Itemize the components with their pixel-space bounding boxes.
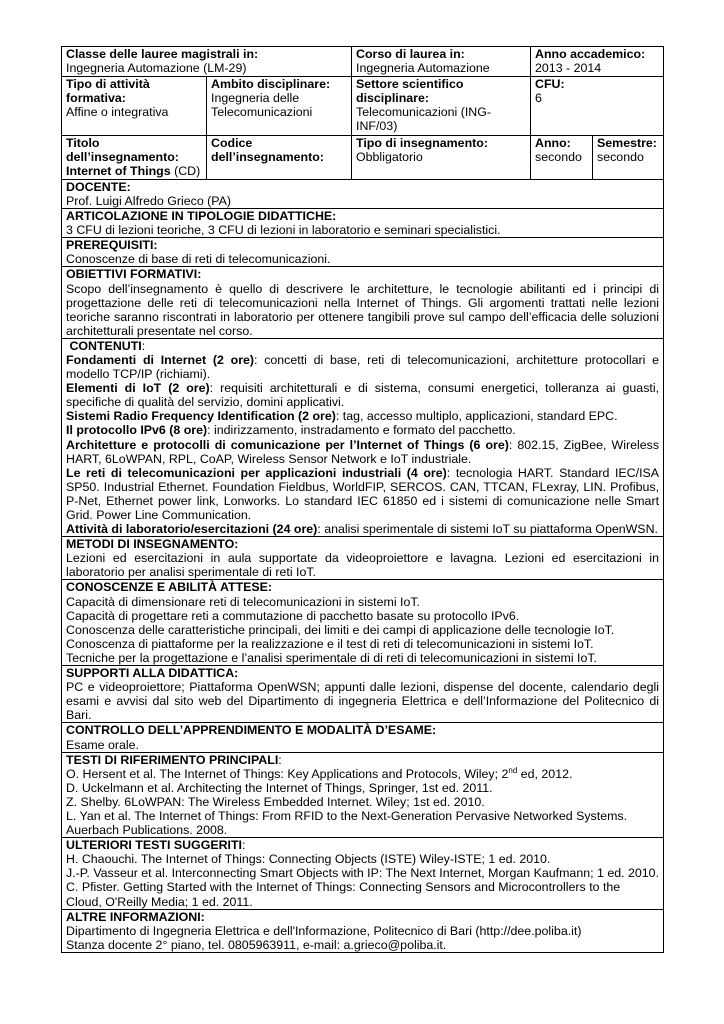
contenuti-item-title: Architetture e protocolli di comunicazione per l’Internet of Things (6 ore)	[66, 437, 509, 452]
supporti-row	[62, 666, 664, 723]
contenuti-row	[62, 338, 664, 536]
header-row-1	[62, 47, 664, 77]
anno-cell	[531, 135, 593, 179]
testi-line	[66, 767, 659, 781]
metodi-cell	[62, 537, 664, 580]
testi-ref1-a: O. Hersent et al. The Internet of Things: Key Applications and Protocols, Wiley; 2	[66, 766, 509, 781]
altre-row	[62, 909, 664, 952]
obiettivi-cell	[62, 267, 664, 338]
contenuti-cell	[62, 338, 664, 536]
testi-ref1-sup: nd	[508, 765, 518, 775]
articolazione-value: 3 CFU di lezioni teoriche, 3 CFU di lezioni in laboratorio e seminari specialistici.	[66, 223, 501, 238]
corso-label: Corso di laurea in:	[356, 47, 465, 61]
codice-label-2: dell’insegnamento:	[211, 149, 324, 164]
controllo-cell	[62, 723, 664, 752]
contenuti-item-title: Sistemi Radio Frequency Identification (2 ore)	[66, 409, 336, 424]
articolazione-label: ARTICOLAZIONE IN TIPOLOGIE DIDATTICHE:	[66, 209, 337, 224]
docente-row	[62, 179, 664, 208]
contenuti-item-text: : indirizzamento, instradamento e formato del pacchetto.	[207, 423, 516, 438]
contenuti-item	[66, 423, 659, 437]
contenuti-item-title: Le reti di telecomunicazioni per applicazioni industriali (4 ore)	[66, 465, 447, 480]
anno-label: Anno:	[535, 135, 571, 150]
cfu-label: CFU:	[535, 77, 565, 92]
course-sheet	[61, 46, 663, 953]
testi-label-colon: :	[278, 752, 282, 767]
metodi-label: METODI DI INSEGNAMENTO:	[66, 537, 239, 552]
settore-value-2: INF/03)	[356, 119, 398, 134]
controllo-value: Esame orale.	[66, 737, 140, 752]
prerequisiti-label: PREREQUISITI:	[66, 238, 158, 253]
semestre-value: secondo	[597, 149, 644, 164]
metodi-value: Lezioni ed esercitazioni in aula supportate da videoproiettore e lavagna. Lezioni ed esercitazioni in laboratorio per analisi sperimentale di reti IoT.	[66, 551, 660, 580]
contenuti-item-text: : 802.15, ZigBee, Wireless HART, 6LoWPAN, RPL, CoAP, Wireless Sensor Network e IoT industriale.	[66, 437, 660, 466]
tipo-attivita-label-2: formativa:	[66, 91, 126, 106]
ulteriori-line: C. Pfister. Getting Started with the Internet of Things: Connecting Sensors and Microcontrollers to the Cloud, O'Reilly Media; 1 ed. 2011.	[66, 880, 621, 909]
ulteriori-label-colon: :	[242, 838, 246, 853]
tipo-insegnamento-label: Tipo di insegnamento:	[356, 135, 488, 150]
conoscenze-row	[62, 580, 664, 666]
conoscenze-line: Conoscenza di piattaforme per la realizzazione e il test di reti di telecomunicazioni in sistemi IoT.	[66, 636, 594, 651]
obiettivi-value: Scopo dell’insegnamento è quello di descrivere le architetture, le tecnologie abilitanti ed i principi di progettazione delle reti di telecomunicazioni nella Internet of Things. Gli argomenti trattati nelle lezioni teoriche saranno riscontrati in laboratorio per ottenere tangibili prove sul campo dell’efficacia delle soluzioni architetturali presentate nel corso.	[66, 281, 660, 338]
cfu-cell	[531, 77, 664, 135]
titolo-cell	[62, 135, 207, 179]
settore-cell	[352, 77, 531, 135]
conoscenze-line: Capacità di progettare reti a commutazione di pacchetto basate su protocollo IPv6.	[66, 608, 520, 623]
ulteriori-cell	[62, 838, 664, 909]
contenuti-item	[66, 438, 659, 466]
ulteriori-line: J.-P. Vasseur et al. Interconnecting Smart Objects with IP: The Next Internet, Morgan Kaufmann; 1 ed. 2010.	[66, 866, 659, 881]
titolo-value	[66, 164, 202, 178]
tipo-attivita-value: Affine o integrativa	[66, 105, 169, 120]
prerequisiti-row	[62, 238, 664, 267]
settore-label-1: Settore scientifico	[356, 77, 464, 92]
docente-value: Prof. Luigi Alfredo Grieco (PA)	[66, 193, 232, 208]
titolo-label-2: dell’insegnamento:	[66, 149, 179, 164]
settore-label-2: disciplinare:	[356, 91, 430, 106]
prerequisiti-value: Conoscenze di base di reti di telecomunicazioni.	[66, 252, 331, 267]
contenuti-item-title: Il protocollo IPv6 (8 ore)	[66, 423, 208, 438]
altre-line: Stanza docente 2° piano, tel. 0805963911, e-mail: a.grieco@poliba.it.	[66, 937, 447, 952]
obiettivi-row	[62, 267, 664, 338]
ambito-value-2: Telecomunicazioni	[211, 105, 313, 120]
codice-cell	[207, 135, 352, 179]
semestre-label: Semestre:	[597, 135, 657, 150]
contenuti-item-title: Attività di laboratorio/esercitazioni (24 ore)	[66, 522, 318, 537]
testi-cell	[62, 752, 664, 838]
ambito-label: Ambito disciplinare:	[211, 77, 331, 92]
cfu-value: 6	[535, 91, 542, 106]
testi-row	[62, 752, 664, 838]
contenuti-item-text: : tag, accesso multiplo, applicazioni, standard EPC.	[335, 409, 618, 424]
contenuti-item-text: : analisi sperimentale di sistemi IoT su piattaforma OpenWSN.	[317, 522, 658, 537]
settore-value-1: Telecomunicazioni (ING-	[356, 105, 491, 120]
contenuti-item	[66, 381, 659, 409]
contenuti-heading	[66, 339, 659, 353]
course-table	[61, 46, 664, 953]
conoscenze-line: Conoscenza delle caratteristiche principali, dei limiti e dei campi di applicazione delle tecnologie IoT.	[66, 622, 615, 637]
titolo-value-bold: Internet of Things	[66, 163, 171, 178]
obiettivi-label: OBIETTIVI FORMATIVI:	[66, 267, 202, 282]
conoscenze-label: CONOSCENZE E ABILITÀ ATTESE:	[66, 580, 273, 595]
ambito-cell	[207, 77, 352, 135]
anno-accademico-label: Anno accademico:	[535, 47, 646, 61]
articolazione-cell	[62, 209, 664, 238]
articolazione-row	[62, 209, 664, 238]
conoscenze-line: Tecniche per la progettazione e l’analisi sperimentale di di reti di telecomunicazioni in sistemi IoT.	[66, 650, 597, 665]
supporti-value: PC e videoproiettore; Piattaforma OpenWSN; appunti dalle lezioni, dispense del docente, calendario degli esami e avvisi dal sito web del Dipartimento di ingegneria Elettrica e dell’Informazione del Politecnico di Bari.	[66, 680, 660, 723]
anno-value: secondo	[535, 149, 582, 164]
anno-accademico-value: 2013 - 2014	[535, 61, 602, 76]
altre-label: ALTRE INFORMAZIONI:	[66, 909, 205, 924]
testi-heading	[66, 753, 659, 767]
titolo-label-1: Titolo	[66, 135, 100, 150]
semestre-cell	[593, 135, 664, 179]
tipo-attivita-label-1: Tipo di attività	[66, 77, 150, 92]
metodi-row	[62, 537, 664, 580]
contenuti-label-colon: :	[141, 338, 146, 353]
ulteriori-line: H. Chaouchi. The Internet of Things: Connecting Objects (ISTE) Wiley-ISTE; 1 ed. 2010.	[66, 852, 551, 867]
ulteriori-heading	[66, 838, 659, 852]
classe-cell	[62, 47, 352, 77]
contenuti-item-text: : concetti di base, reti di telecomunicazioni, architetture protocollari e modello TCP/IP (richiami).	[66, 352, 660, 382]
classe-value: Ingegneria Automazione (LM-29)	[66, 61, 247, 76]
altre-line: Dipartimento di Ingegneria Elettrica e dell'Informazione, Politecnico di Bari (http://dee.poliba.it)	[66, 923, 582, 938]
conoscenze-line: Capacità di dimensionare reti di telecomunicazioni in sistemi IoT.	[66, 594, 420, 609]
contenuti-item	[66, 409, 659, 423]
titolo-value-suffix: (CD)	[170, 163, 201, 178]
docente-label: DOCENTE:	[66, 179, 131, 194]
supporti-label: SUPPORTI ALLA DIDATTICA:	[66, 666, 239, 681]
contenuti-item-title: Elementi di IoT (2 ore)	[66, 381, 210, 396]
ulteriori-row	[62, 838, 664, 909]
corso-value: Ingegneria Automazione	[356, 61, 490, 76]
corso-cell	[352, 47, 531, 77]
contenuti-item-text: : tecnologia HART. Standard IEC/ISA SP50. Industrial Ethernet. Foundation Fieldbus, WorldFIP, SERCOS. CAN, TTCAN, FLexray, LIN. Profibus, P-Net, Ethernet power link, Lonworks. Lo standard IEC 61850 ed i sistemi di comunicazione nelle Smart Grid. Power Line Communication.	[66, 465, 660, 522]
testi-line: Z. Shelby. 6LoWPAN: The Wireless Embedded Internet. Wiley; 1st ed. 2010.	[66, 794, 485, 809]
docente-cell	[62, 179, 664, 208]
conoscenze-cell	[62, 580, 664, 666]
codice-label-1: Codice	[211, 135, 253, 150]
testi-line: L. Yan et al. The Internet of Things: From RFID to the Next-Generation Pervasive Networked Systems. Auerbach Publications. 2008.	[66, 808, 628, 838]
altre-cell	[62, 909, 664, 952]
ulteriori-label: ULTERIORI TESTI SUGGERITI	[66, 838, 242, 853]
contenuti-item	[66, 522, 659, 536]
contenuti-label: CONTENUTI	[69, 338, 142, 353]
tipo-insegnamento-cell	[352, 135, 531, 179]
contenuti-item-text: : requisiti architetturali e di sistema, consumi energetici, tolleranza ai guasti, specifiche di qualità del servizio, domini applicativi.	[66, 381, 660, 410]
contenuti-item-title: Fondamenti di Internet (2 ore)	[66, 352, 255, 367]
tipo-insegnamento-value: Obbligatorio	[356, 149, 423, 164]
testi-line: D. Uckelmann et al. Architecting the Internet of Things, Springer, 1st ed. 2011.	[66, 780, 493, 795]
controllo-row	[62, 723, 664, 752]
testi-ref1-b: ed, 2012.	[517, 766, 573, 781]
prerequisiti-cell	[62, 238, 664, 267]
anno-accademico-cell	[531, 47, 664, 77]
controllo-label: CONTROLLO DELL’APPRENDIMENTO E MODALITÀ D’ESAME:	[66, 723, 437, 738]
header-row-3	[62, 135, 664, 179]
classe-label: Classe delle lauree magistrali in:	[66, 47, 259, 61]
supporti-cell	[62, 666, 664, 723]
ambito-value-1: Ingegneria delle	[211, 91, 300, 106]
tipo-attivita-cell	[62, 77, 207, 135]
header-row-2	[62, 77, 664, 135]
contenuti-item	[66, 353, 659, 381]
testi-label: TESTI DI RIFERIMENTO PRINCIPALI	[66, 752, 279, 767]
contenuti-item	[66, 466, 659, 522]
